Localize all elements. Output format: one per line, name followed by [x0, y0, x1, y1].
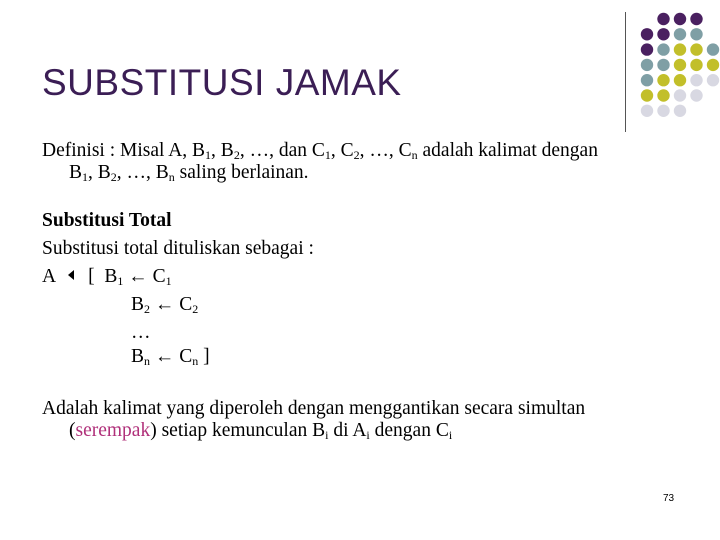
- decorative-dot: [657, 74, 669, 86]
- decorative-dot-grid: [0, 0, 720, 130]
- decorative-dot: [674, 59, 686, 71]
- substitution-row-1: A [ $B_1$ ← $C_1$: [42, 266, 172, 288]
- decorative-dot: [707, 74, 719, 86]
- decorative-dot: [690, 89, 702, 101]
- decorative-dot: [707, 59, 719, 71]
- left-triangle-icon: [68, 270, 74, 280]
- decorative-dot: [657, 105, 669, 117]
- decorative-dot: [690, 13, 702, 25]
- decorative-dot: [641, 28, 653, 40]
- substitution-ellipsis: …: [131, 322, 151, 343]
- decorative-dot: [690, 43, 702, 55]
- decorative-dot: [657, 43, 669, 55]
- decorative-dot: [674, 43, 686, 55]
- decorative-dot: [674, 13, 686, 25]
- decorative-dot: [641, 74, 653, 86]
- decorative-dot: [674, 105, 686, 117]
- decorative-dot: [707, 43, 719, 55]
- decorative-dot: [674, 89, 686, 101]
- conclusion-line-2: (serempak) setiap kemunculan $B_i$ di $A_i$ dengan $C_i$: [69, 420, 453, 442]
- decorative-dot: [674, 28, 686, 40]
- decorative-dot: [690, 59, 702, 71]
- decorative-dot: [641, 59, 653, 71]
- decorative-dot: [657, 13, 669, 25]
- decorative-dot: [641, 105, 653, 117]
- substitution-row-n: $B_n$ ← $C_n$ ]: [131, 346, 210, 368]
- decorative-dot: [657, 59, 669, 71]
- decorative-dot: [641, 43, 653, 55]
- decorative-dot: [674, 74, 686, 86]
- substitution-row-2: $B_2$ ← $C_2$: [131, 294, 199, 316]
- decorative-dot: [690, 74, 702, 86]
- section-heading: Substitusi Total: [42, 210, 172, 231]
- slide-title: SUBSTITUSI JAMAK: [42, 62, 402, 103]
- definition-line-1: Definisi : Misal A, $B_1$, $B_2$, …, dan $C_1$, $C_2$, …, $C_n$ adalah kalimat dengan: [42, 140, 598, 162]
- conclusion-line-1: Adalah kalimat yang diperoleh dengan menggantikan secara simultan: [42, 398, 586, 419]
- page-number: 73: [663, 493, 675, 504]
- highlight-word: serempak: [75, 420, 151, 441]
- substitution-intro: Substitusi total dituliskan sebagai :: [42, 238, 314, 259]
- decorative-dot: [657, 28, 669, 40]
- decorative-dot: [641, 89, 653, 101]
- decorative-dot: [690, 28, 702, 40]
- definition-line-2: $B_1$, $B_2$, …, $B_n$ saling berlainan.: [69, 162, 309, 184]
- decorative-dot: [657, 89, 669, 101]
